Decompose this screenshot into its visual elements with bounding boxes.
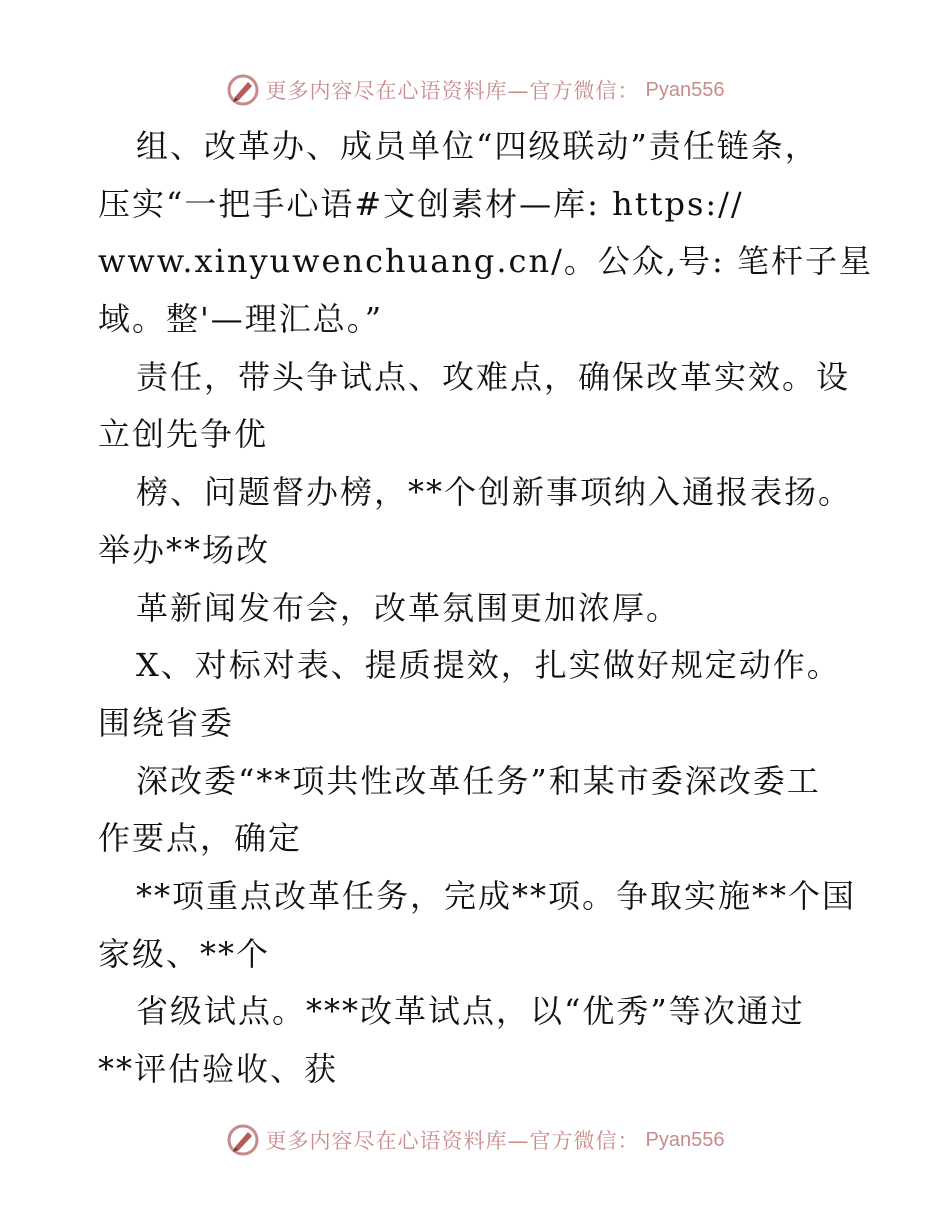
footer-banner-wechat: Pyan556 — [645, 1128, 725, 1151]
text-line: 革新闻发布会，改革氛围更加浓厚。 — [136, 588, 681, 627]
text-line: 立创先争优 — [98, 415, 269, 454]
text-line: 责任，带头争试点、攻难点，确保改革实效。设 — [136, 357, 851, 396]
header-banner-text: 更多内容尽在心语资料库—官方微信： — [265, 79, 640, 103]
header-banner-wechat: Pyan556 — [645, 78, 725, 101]
document-body — [98, 118, 873, 1099]
text-line: 组、改革办、成员单位“四级联动”责任链条， — [136, 127, 819, 165]
text-line: 作要点，确定 — [98, 819, 303, 858]
text-line: 省级试点。***改革试点，以“优秀”等次通过 — [136, 992, 805, 1031]
pen-logo-icon — [226, 1123, 260, 1157]
text-line: **项重点改革任务，完成**项。争取实施**个国 — [136, 876, 857, 915]
footer-banner — [0, 1120, 950, 1160]
text-line: 举办**场改 — [98, 530, 271, 569]
text-line: 家级、**个 — [98, 934, 271, 973]
text-line: 围绕省委 — [98, 703, 235, 742]
text-line: 压实“一把手心语#文创素材—库: https:// — [98, 184, 744, 223]
text-line: 域。整'—理汇总。” — [98, 300, 384, 339]
text-line: www.xinyuwenchuang.cn/。公众,号: 笔杆子星 — [98, 242, 873, 281]
text-line: 深改委“**项共性改革任务”和某市委深改委工 — [136, 761, 821, 800]
header-banner — [0, 70, 950, 110]
text-line: 榜、问题督办榜，**个创新事项纳入通报表扬。 — [136, 473, 853, 512]
footer-banner-text: 更多内容尽在心语资料库—官方微信： — [265, 1129, 640, 1153]
text-line: **评估验收、获 — [98, 1050, 339, 1088]
pen-logo-icon — [226, 73, 260, 107]
text-line: X、对标对表、提质提效，扎实做好规定动作。 — [136, 646, 841, 685]
